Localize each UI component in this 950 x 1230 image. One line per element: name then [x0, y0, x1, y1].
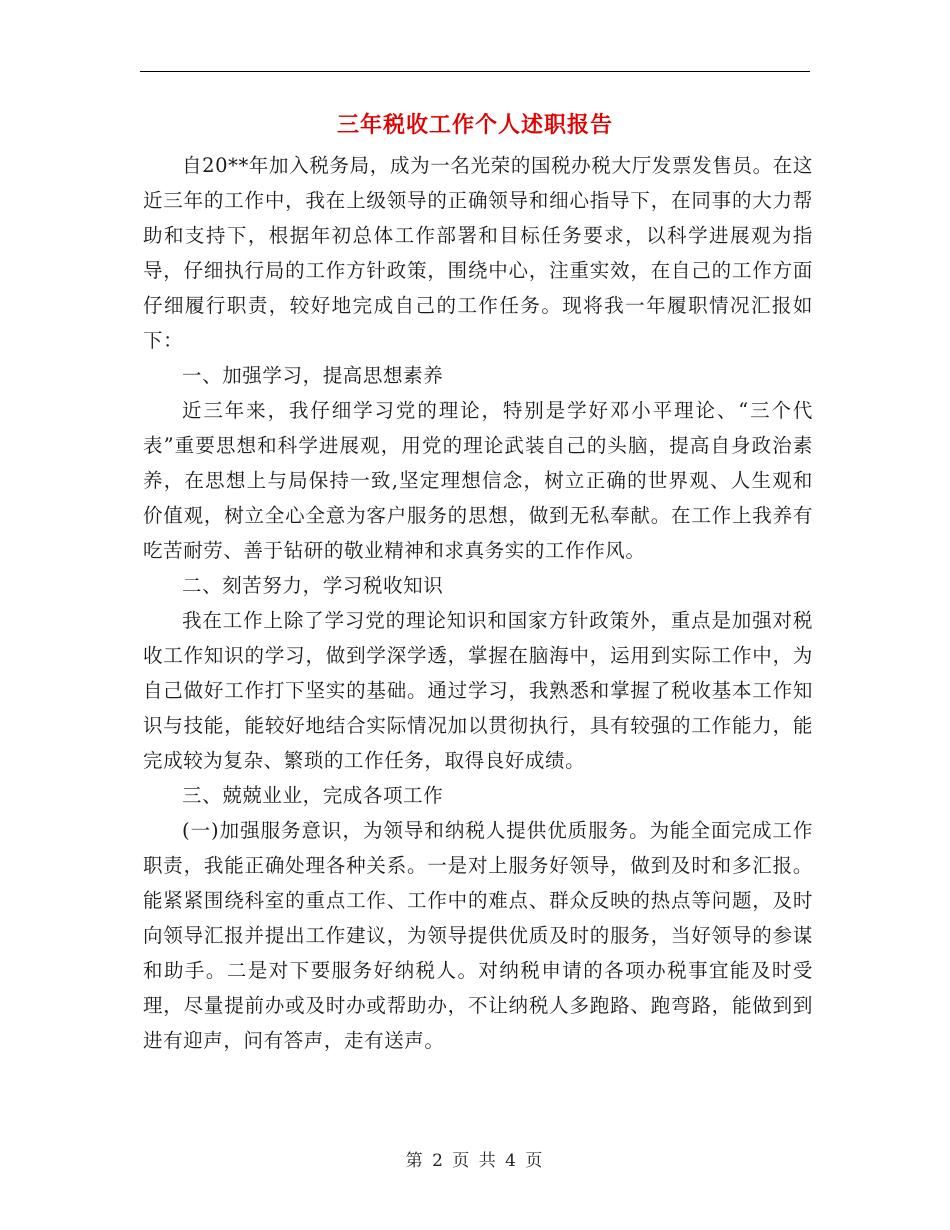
paragraph-intro: 自20**年加入税务局，成为一名光荣的国税办税大厅发票发售员。在这近三年的工作中，我在上级领导的正确领导和细心指导下，在同事的大力帮助和支持下，根据年初总体工作部署和目标任务要求，以科学进展观为指导，仔细执行局的工作方针政策，围绕中心，注重实效，在自己的工作方面仔细履行职责，较好地完成自己的工作任务。现将我一年履职情况汇报如下：: [143, 154, 813, 352]
header-rule: [140, 71, 810, 72]
section-heading-1: 一、加强学习，提高思想素养: [182, 364, 444, 387]
document-title: 三年税收工作个人述职报告: [336, 112, 613, 138]
paragraph-section-1: 近三年来，我仔细学习党的理论，特别是学好邓小平理论、“三个代表”重要思想和科学进展观，用党的理论武装自己的头脑，提高自身政治素养，在思想上与局保持一致,坚定理想信念，树立正确的世界观、人生观和价值观，树立全心全意为客户服务的思想，做到无私奉献。在工作上我养有吃苦耐劳、善于钻研的敬业精神和求真务实的工作作风。: [143, 399, 813, 562]
page-number: 第 2 页 共 4 页: [405, 1151, 545, 1171]
paragraph-section-2: 我在工作上除了学习党的理论知识和国家方针政策外，重点是加强对税收工作知识的学习，做到学深学透，掌握在脑海中，运用到实际工作中，为自己做好工作打下坚实的基础。通过学习，我熟悉和掌握了税收基本工作知识与技能，能较好地结合实际情况加以贯彻执行，具有较强的工作能力，能完成较为复杂、繁琐的工作任务，取得良好成绩。: [143, 609, 813, 772]
paragraph-section-3: (一)加强服务意识，为领导和纳税人提供优质服务。为能全面完成工作职责，我能正确处理各种关系。一是对上服务好领导，做到及时和多汇报。能紧紧围绕科室的重点工作、工作中的难点、群众反映的热点等问题，及时向领导汇报并提出工作建议，为领导提供优质及时的服务，当好领导的参谋和助手。二是对下要服务好纳税人。对纳税申请的各项办税事宜能及时受理，尽量提前办或及时办或帮助办，不让纳税人多跑路、跑弯路，能做到到进有迎声，问有答声，走有送声。: [143, 819, 813, 1052]
section-heading-2: 二、刻苦努力，学习税收知识: [182, 574, 444, 597]
document-body: [143, 148, 813, 1058]
section-heading-3: 三、兢兢业业，完成各项工作: [182, 784, 444, 807]
